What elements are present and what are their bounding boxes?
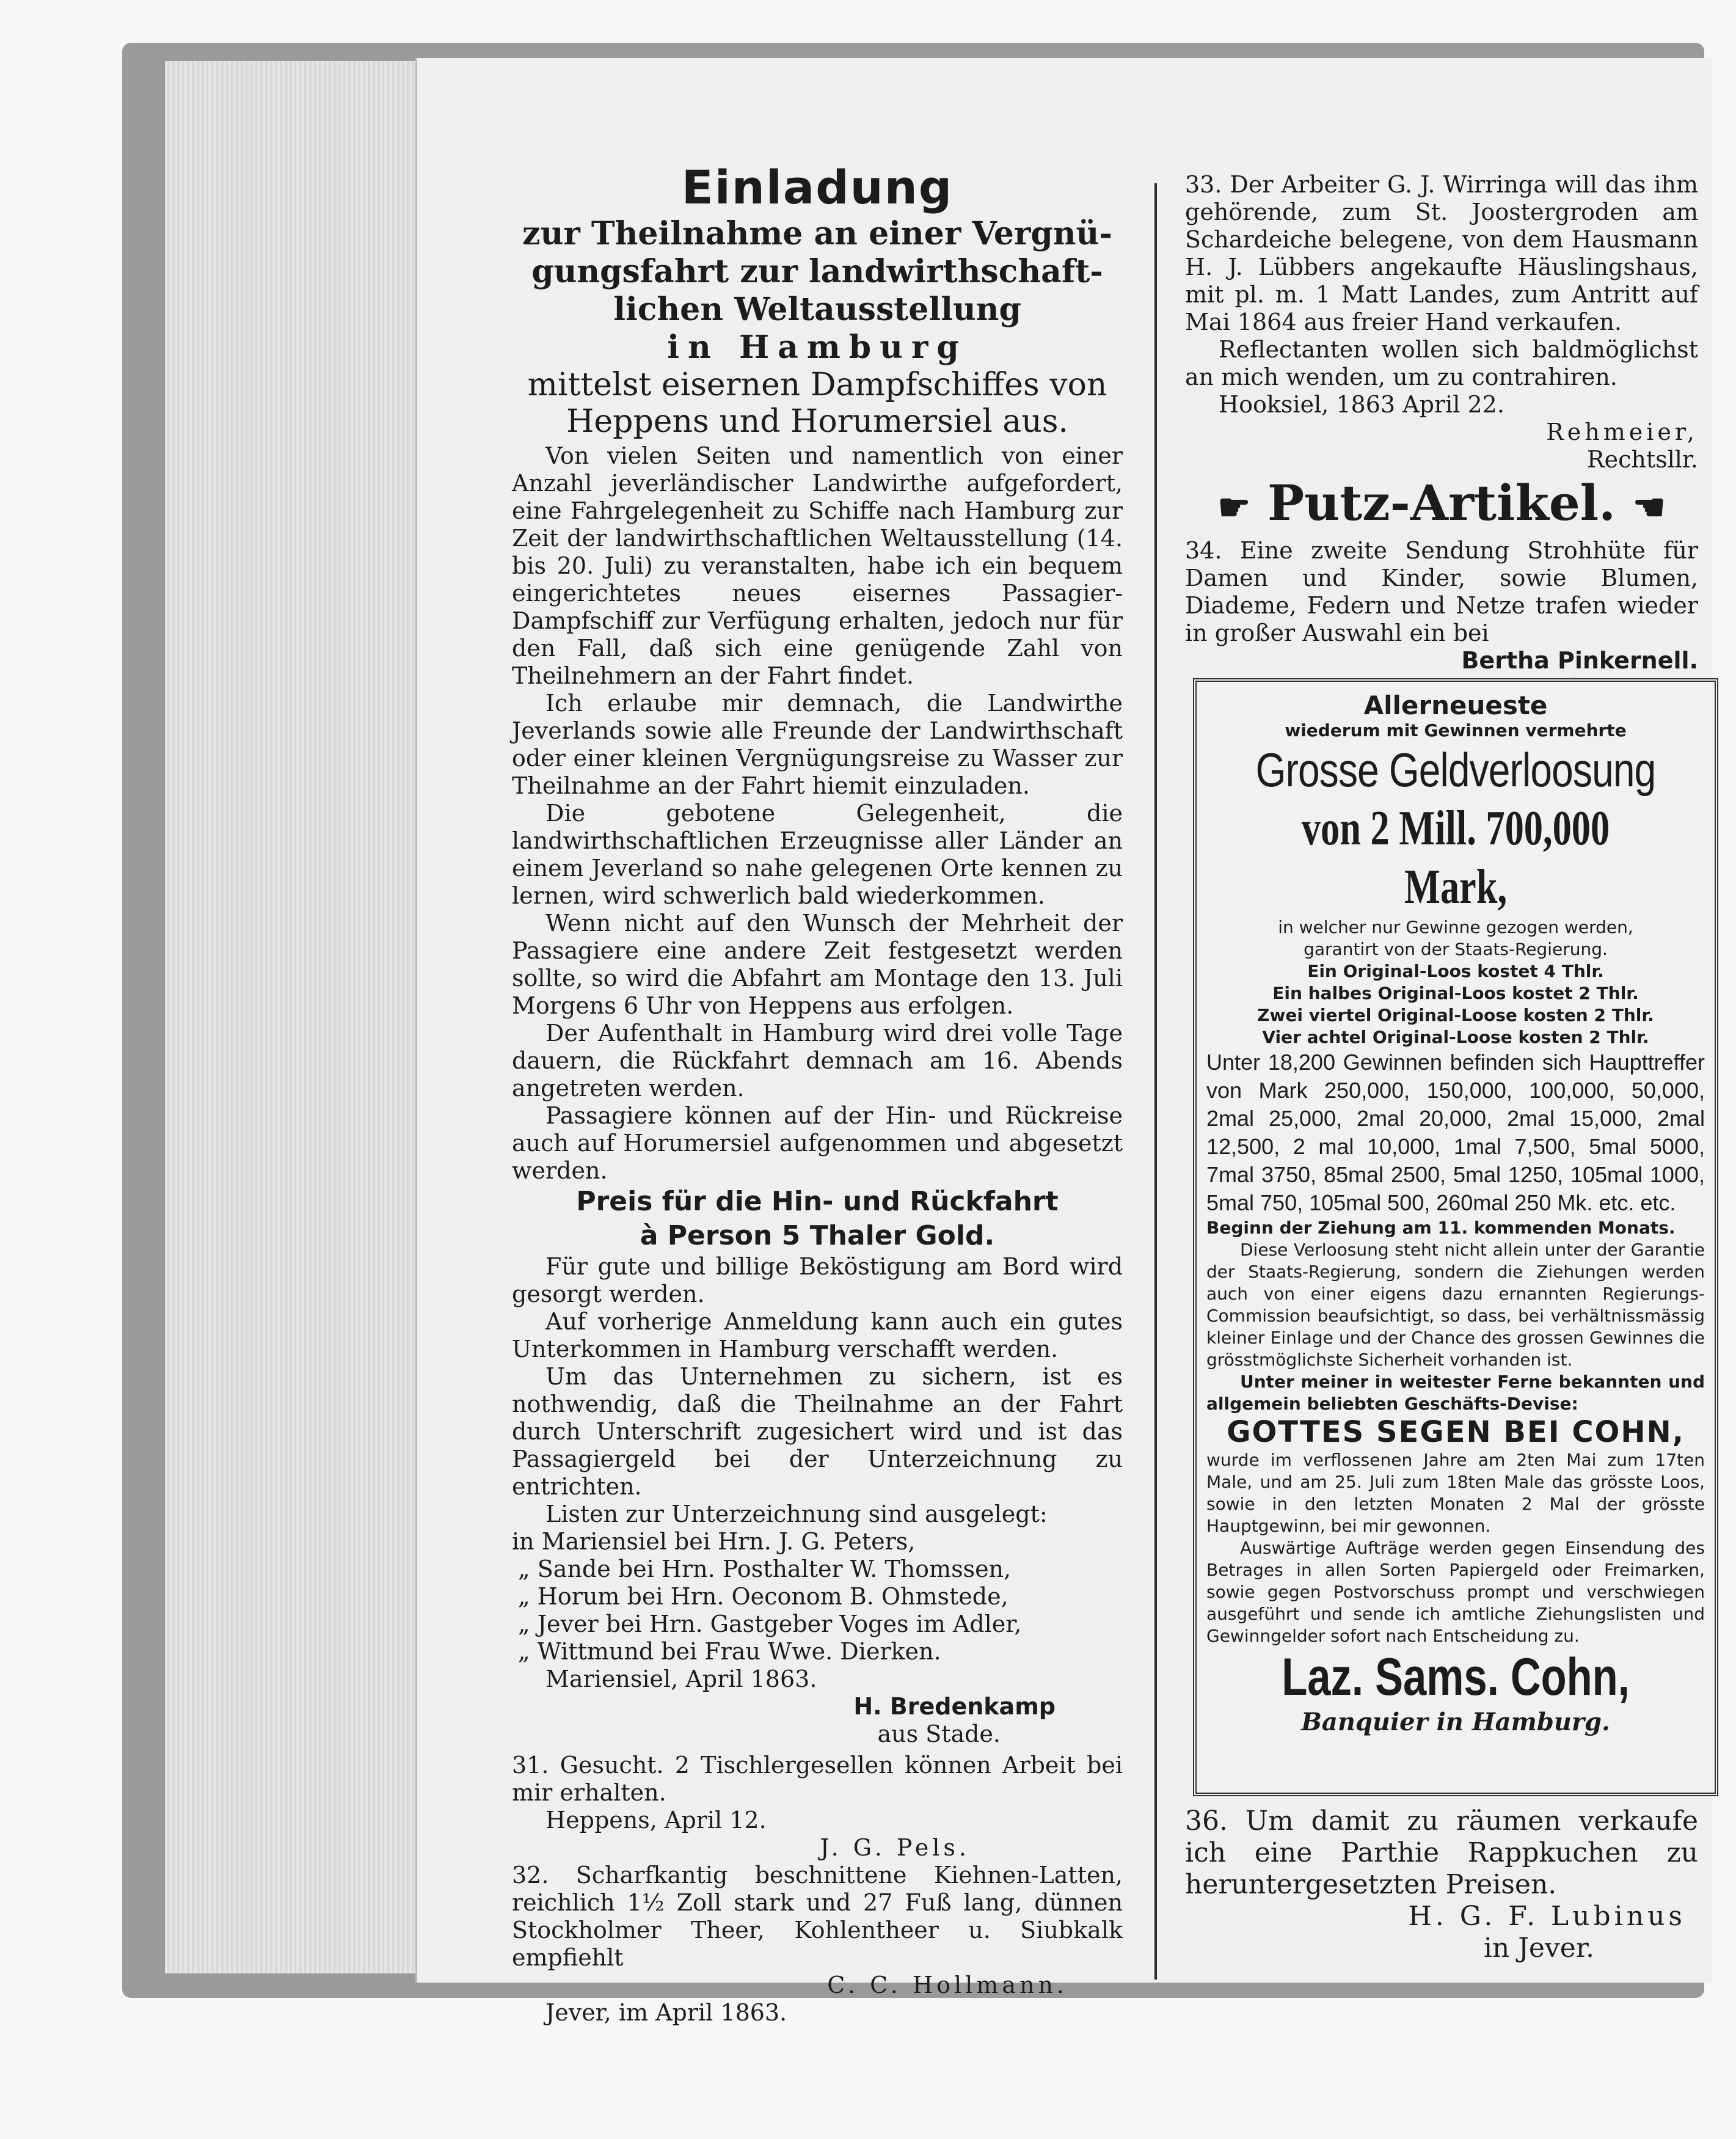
ad-36-signature: H. G. F. Lubinus xyxy=(1408,1901,1686,1932)
ad-33-role: Rechtsllr. xyxy=(1586,446,1698,473)
lottery-ad xyxy=(1193,678,1718,1796)
ad-32-signature: C. C. Hollmann. xyxy=(827,1972,1068,1998)
lottery-subkicker: wiederum mit Gewinnen vermehrte xyxy=(1285,720,1627,740)
invitation-paragraph: Ich erlaube mir demnach, die Landwirthe Jeverlands sowie alle Freunde der Landwirthschaft oder einer kleinen Vergnügungsreise zu Wasser zur Theilnahme an der Fahrt hiemit einzuladen. xyxy=(512,690,1123,799)
invitation-paragraph: Wenn nicht auf den Wunsch der Mehrheit der Passagiere eine andere Zeit festgesetzt werden sollte, so wird die Abfahrt am Montage den 13. Juli Morgens 6 Uhr von Heppens aus erfolgen. xyxy=(512,910,1123,1019)
ad-36: 36. Um damit zu räumen verkaufe ich eine Parthie Rappkuchen zu heruntergesetzten Preisen. xyxy=(1185,1805,1698,1900)
invitation-subtitle-4: in Hamburg xyxy=(667,329,968,366)
putz-title: Putz-Artikel. xyxy=(1267,474,1616,532)
lottery-amount: von 2 Mill. 700,000 Mark, xyxy=(1301,802,1610,914)
list-location: „ Horum bei Hrn. Oeconom B. Ohmstede, xyxy=(518,1583,1008,1610)
ad-31: 31. Gesucht. 2 Tischlergesellen können Arbeit bei mir erhalten. xyxy=(512,1752,1123,1806)
lottery-price: Ein halbes Original-Loos kostet 2 Thlr. xyxy=(1272,983,1639,1003)
ad-31-signature: J. G. Pels. xyxy=(820,1834,970,1861)
lottery-start: Beginn der Ziehung am 11. kommenden Monats. xyxy=(1206,1218,1676,1238)
page-edges xyxy=(165,61,421,1973)
ad-33-note: Reflectanten wollen sich baldmöglichst an mich wenden, um zu contrahiren. xyxy=(1185,336,1698,390)
list-location: „ Sande bei Hrn. Posthalter W. Thomssen, xyxy=(518,1556,1012,1582)
ad-33: 33. Der Arbeiter G. J. Wirringa will das ihm gehörende, zum St. Joostergroden am Schardeiche belegene, von dem Hausmann H. J. Lübbers angekaufte Häuslingshaus, mit pl. m. 1 Matt Landes, zum Antritt auf Mai 1864 aus freier Hand verkaufen. xyxy=(1185,171,1698,335)
price-line-2: à Person 5 Thaler Gold. xyxy=(640,1220,995,1251)
lottery-paragraph: Unter meiner in weitester Ferne bekannten und allgemein beliebten Geschäfts-Devise: xyxy=(1206,1372,1705,1414)
invitation-subtitle-1: zur Theilnahme an einer Vergnü- xyxy=(522,215,1112,252)
putz-heading xyxy=(1185,474,1698,537)
invitation-paragraph: Passagiere können auf der Hin- und Rückreise auch auf Horumersiel aufgenommen und abgesetzt werden. xyxy=(512,1102,1123,1184)
signer-origin: aus Stade. xyxy=(877,1720,1001,1747)
lottery-price: Ein Original-Loos kostet 4 Thlr. xyxy=(1307,961,1604,981)
ad-34: 34. Eine zweite Sendung Strohhüte für Damen und Kinder, sowie Blumen, Diademe, Federn und Netze trafen wieder in großer Auswahl ein bei xyxy=(1185,537,1698,646)
lottery-paragraph: wurde im verflossenen Jahre am 2ten Mai zum 17ten Male, und am 25. Juli zum 18ten Male das grösste Loos, sowie in den letzten Monaten 2 Mal der grösste Hauptgewinn, bei mir gewonnen. xyxy=(1206,1450,1705,1536)
right-column-bottom xyxy=(1185,1805,1698,1964)
ad-31-date: Heppens, April 12. xyxy=(545,1807,767,1834)
lottery-bank: Banquier in Hamburg. xyxy=(1301,1708,1610,1736)
ad-32: 32. Scharfkantig beschnittene Kiehnen-Latten, reichlich 1½ Zoll stark und 27 Fuß lang, dünnen Stockholmer Theer, Kohlentheer u. Siubkalk empfiehlt xyxy=(512,1862,1123,1971)
place-date: Mariensiel, April 1863. xyxy=(545,1665,817,1692)
invitation-subtitle-5: mittelst eisernen Dampfschiffes von xyxy=(527,367,1107,403)
lottery-firm: Laz. Sams. Cohn, xyxy=(1282,1648,1630,1706)
invitation-title: Einladung xyxy=(681,160,954,214)
invitation-paragraph: Der Aufenthalt in Hamburg wird drei volle Tage dauern, die Rückfahrt demnach am 16. Abends angetreten werden. xyxy=(512,1020,1123,1102)
lottery-prizes: Unter 18,200 Gewinnen befinden sich Haupttreffer von Mark 250,000, 150,000, 100,000, 50,000, 2mal 25,000, 2mal 20,000, 2mal 15,000, 2mal 12,500, 2 mal 10,000, 1mal 7,500, 5mal 5000, 7mal 3750, 85mal 2500, 5mal 1250, 105mal 1000, 5mal 750, 105mal 500, 260mal 250 Mk. etc. etc. xyxy=(1206,1050,1705,1215)
column-rule xyxy=(1154,183,1157,1980)
invitation-paragraph: Von vielen Seiten und namentlich von einer Anzahl jeverländischer Landwirthe aufgefordert, eine Fahrgelegenheit zu Schiffe nach Hamburg zur Zeit der landwirthschaftlichen Weltausstellung (14. bis 20. Juli) zu veranstalten, habe ich ein bequem eingerichtetes neues eisernes Passagier-Dampfschiff zur Verfügung erhalten, jedoch nur für den Fall, daß sich eine genügende Zahl von Theilnehmern an der Fahrt findet. xyxy=(512,442,1123,689)
ad-33-date: Hooksiel, 1863 April 22. xyxy=(1219,391,1504,418)
list-location: „ Jever bei Hrn. Gastgeber Voges im Adler, xyxy=(518,1611,1022,1637)
invitation-paragraph: Die gebotene Gelegenheit, die landwirthschaftlichen Erzeugnisse aller Länder an einem Jeverland so nahe gelegenen Orte kennen zu lernen, wird schwerlich bald wiederkommen. xyxy=(512,800,1123,909)
ad-33-signature: Rehmeier, xyxy=(1546,419,1698,445)
invitation-subtitle-2: gungsfahrt zur landwirthschaft- xyxy=(531,253,1103,290)
lottery-paragraph: Diese Verloosung steht nicht allein unter der Garantie der Staats-Regierung, sondern die Ziehungen werden auch von einer eigens dazu ernannten Regierungs-Commission beaufsichtigt, so dass, bei verhältnissmässig kleiner Einlage und der Chance des grossen Gewinnes die grösstmöglichste Sicherheit vorhanden ist. xyxy=(1206,1240,1705,1370)
invitation-subtitle-3: lichen Weltausstellung xyxy=(613,291,1021,328)
signer-name: H. Bredenkamp xyxy=(853,1693,1056,1720)
lottery-motto: GOTTES SEGEN BEI COHN, xyxy=(1227,1415,1685,1449)
lottery-kicker: Allerneueste xyxy=(1363,690,1548,720)
invitation-subtitle-6: Heppens und Horumersiel aus. xyxy=(566,403,1068,440)
invitation-paragraph: Auf vorherige Anmeldung kann auch ein gutes Unterkommen in Hamburg verschafft werden. xyxy=(512,1308,1123,1362)
lottery-paragraph: Auswärtige Aufträge werden gegen Einsendung des Betrages in allen Sorten Papiergeld oder Freimarken, sowie gegen Postvorschuss prompt und verschwiegen ausgeführt und sende ich amtliche Ziehungslisten und Gewinngelder sofort nach Entscheidung zu. xyxy=(1206,1538,1705,1646)
list-location: in Mariensiel bei Hrn. J. G. Peters, xyxy=(512,1528,916,1555)
left-column xyxy=(512,160,1123,2027)
price-line-1: Preis für die Hin- und Rückfahrt xyxy=(576,1186,1059,1217)
invitation-paragraph: Für gute und billige Beköstigung am Bord wird gesorgt werden. xyxy=(512,1253,1123,1307)
ad-32-date: Jever, im April 1863. xyxy=(545,1999,787,2026)
pointing-hand-icon: ☛ xyxy=(1217,486,1251,529)
lottery-price: Zwei viertel Original-Loose kosten 2 Thlr. xyxy=(1257,1005,1654,1025)
invitation-paragraph: Um das Unternehmen zu sichern, ist es nothwendig, daß die Theilnahme an der Fahrt durch Unterschrift zugesichert wird und ist das Passagiergeld bei der Unterzeichnung zu entrichten. xyxy=(512,1363,1123,1500)
pointing-hand-icon: ☛ xyxy=(1632,486,1666,529)
lottery-price: Vier achtel Original-Loose kosten 2 Thlr. xyxy=(1262,1027,1649,1047)
list-location: „ Wittmund bei Frau Wwe. Dierken. xyxy=(518,1638,941,1665)
lottery-guarantee: in welcher nur Gewinne gezogen werden, garantirt von der Staats-Regierung. xyxy=(1278,917,1633,959)
lottery-headline: Grosse Geldverloosung xyxy=(1255,743,1656,797)
ad-36-place: in Jever. xyxy=(1483,1932,1594,1964)
ad-34-signature: Bertha Pinkernell. xyxy=(1461,647,1698,674)
invitation-paragraph: Listen zur Unterzeichnung sind ausgelegt: xyxy=(545,1501,1048,1527)
right-column-top xyxy=(1185,171,1698,702)
